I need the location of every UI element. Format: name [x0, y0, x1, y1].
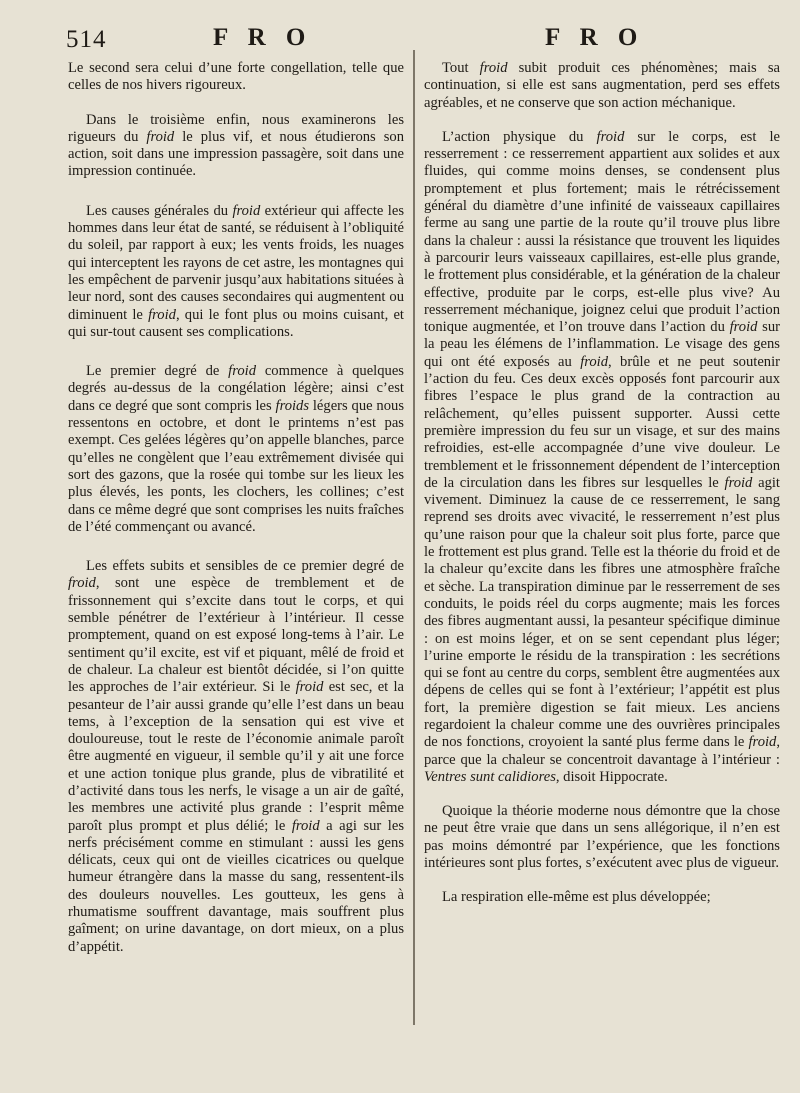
paragraph-text: légers que nous ressentons en octobre, et dont le printems n’est pas exempt. Ces gelées légères qu’on appelle blanches, parce qu’elles ne congèlent que l’eau extrêmement divisée qui sort des gazons, que la rosée qui tombe sur les lieux les plus élevés, les ponts, les clochers, les collines; c’est dans ce même degré que sont comprises les nuits fraîches de l’été commençant ou avancé. — [68, 397, 405, 535]
paragraph-text: La respiration elle-même est plus développée; — [442, 889, 711, 906]
paragraph-text: extérieur qui affecte les hommes dans leur état de santé, se réduisent à l’obliquité du soleil, par rapport à eux; les vents froids, les nuages qui interceptent les rayons de cet astre, les montagnes qui les empêchent de parvenir jusqu’aux habitations situées à leur nord, sont des causes secondaires qui augmentent ou diminuent le — [68, 202, 404, 323]
paragraph-text: , sont une espèce de tremblement et de frissonnement qui s’excite dans tout le corps, et qui semble pénétrer de l’extérieur à l’intérieur. Il cesse promptement, quand on est exposé long-tems à l’air. Le sentiment qu’il excite, est vif et piquant, mêlé de froid et de chaleur. La chaleur est bientôt décidée, si l’on quitte les approches de l’air extérieur. Si le — [68, 575, 404, 696]
page-number: 514 — [66, 26, 107, 53]
paragraph — [424, 129, 780, 786]
paragraph — [68, 60, 404, 95]
running-head-left: F R O — [213, 24, 313, 51]
italic-term: froid — [479, 60, 508, 76]
paragraph-text: , brûle et ne peut soutenir l’action du feu. Ces deux excès opposés font parcourir aux fibres l’espace le plus grand de la contraction au relâchement, qu’elles puissent supporter. Aussi cette première impression du feu sur un visage, et sur des mains refroidies, est-elle accompagnée d’une vive douleur. Le tremblement et le frissonnement dépendent de l’interception de la circulation dans les fibres sur lesquelles le — [424, 353, 781, 491]
paragraph-text: subit produit ces phénomènes; mais sa continuation, si elle est sans augmentation, perd ses effets agréables, et ne conserve que son action méchanique. — [424, 60, 780, 111]
paragraph-text: Les causes générales du — [86, 202, 233, 219]
paragraph-text: a agi sur les nerfs précisément comme en stimulant : aussi les gens délicats, ceux qui ont de vieilles cicatrices ou quelque humeur étrangère dans la masse du sang, ressentent-ils des douleurs nouvelles. Les goutteux, les gens à rhumatisme souffrent davantage, mais souffrent plus gaîment; on urine davantage, on dort mieux, on a plus d’appétit. — [68, 817, 404, 955]
italic-term: froid — [295, 679, 324, 696]
paragraph-text: Dans le troisième enfin, nous examinerons les rigueurs du — [68, 111, 404, 145]
paragraph — [68, 363, 404, 536]
paragraph-text: Les effets subits et sensibles de ce premier degré de — [86, 558, 404, 575]
paragraph-text: , qui le font plus ou moins cuisant, et qui sur-tout causent ses complications. — [68, 306, 404, 340]
paragraph — [424, 60, 780, 112]
italic-term: froid — [148, 306, 176, 323]
italic-term: froid — [596, 128, 625, 145]
paragraph-text: Tout — [442, 60, 480, 76]
italic-term: froid — [724, 474, 753, 491]
paragraph-text: est sec, et la pesanteur de l’air aussi grande qu’elle l’est dans un beau tems, à l’exception de la sensation qui est vive et douloureuse, tout le reste de l’économie animale paroît être augmenté en vigueur, il semble qu’il y ait une force et une action tonique plus grande, plus de vibratilité et d’activité dans tous les nerfs, le visage a un air de gaîté, les membres une activité plus grande : l’esprit même paroît plus prompt et plus délié; le — [68, 679, 405, 834]
latin-quotation: Ventres sunt calidiores — [424, 768, 556, 785]
italic-term: froid — [68, 575, 96, 592]
paragraph — [68, 558, 404, 956]
italic-term: froid — [580, 353, 609, 370]
italic-term: froid — [291, 817, 320, 834]
italic-term: froid — [729, 319, 758, 336]
paragraph — [424, 803, 780, 872]
paragraph-text: sur la peau les élémens de l’inflammation. Le visage des gens qui ont été exposés au — [424, 319, 780, 370]
italic-term: froid — [748, 734, 777, 751]
paragraph-text: L’action physique du — [442, 128, 597, 145]
column-divider — [413, 50, 415, 1025]
paragraph-text: Le second sera celui d’une forte congellation, telle que celles de nos hivers rigoureux. — [68, 60, 404, 94]
running-head-right: F R O — [545, 24, 645, 51]
paragraph — [424, 889, 780, 906]
paragraph — [68, 203, 404, 341]
right-column — [424, 60, 780, 907]
paragraph — [68, 112, 404, 181]
paragraph-text: commence à quelques degrés au-dessus de la congélation légère; ainsi c’est dans ce degré que sont compris les — [68, 363, 404, 414]
paragraph-text: agit vivement. Diminuez la cause de ce resserrement, le sang reprend ses droits avec vivacité, le resserrement n’est plus qu’une raison pour que la chaleur soit plus forte, parce que le frottement est plus grand. Telle est la théorie du froid et de la chaleur qu’excite dans les fibres une atmosphère fraîche et sèche. La transpiration diminue par le resserrement de ses conduits, le poids réel du corps augmente; mais les forces des fibres augmentant aussi, la pesanteur spécifique diminue : on est moins léger, et on se sent cependant plus léger; l’urine emporte le résidu de la transpiration : les secrétions qui se font au centre du corps, semblent être augmentées aux dépens de celles qui se font à l’extérieur; l’appétit est plus fort, la première digestion se fait mieux. Les anciens regardoient la chaleur comme une des ouvrières principales de nos fonctions, croyoient la santé plus ferme dans le — [424, 474, 780, 751]
left-column — [68, 60, 404, 956]
paragraph-text: Quoique la théorie moderne nous démontre que la chose ne peut être vraie que dans un sens allégorique, il n’en est pas moins démontré par l’expérience, que les fonctions intérieures sont plus fortes, s’exécutent avec plus de vigueur. — [424, 803, 780, 872]
paragraph-text: , parce que la chaleur se concentroit davantage à l’intérieur : — [424, 734, 780, 768]
paragraph-text: le plus vif, et nous étudierons son action, soit dans une impression passagère, soit dans une impression continuée. — [68, 128, 404, 180]
italic-term: froid — [146, 128, 175, 145]
paragraph-text: , disoit Hippocrate. — [555, 768, 668, 785]
paragraph-text: Le premier degré de — [86, 363, 229, 380]
italic-term: froid — [232, 202, 261, 219]
paragraph-text: sur le corps, est le resserrement : ce resserrement appartient aux solides et aux fluides, qui comme moins denses, se condensent plus promptement et plus fortement; mais le rétrécissement général du diamètre d’une infinité de vaisseaux capillaires ferme au sang une partie de la route qu’il trouve plus libre dans la chaleur : aussi la résistance que trouvent les liquides à parcourir leurs vaisseaux capillaires, est-elle plus grande, le frottement plus considérable, et la génération de la chaleur effective, produite par le corps, est-elle plus vive? Au resserrement méchanique, joignez celui que produit l’action tonique augmentée, et l’on trouve dans l’action du — [424, 128, 780, 336]
italic-term: froid — [228, 363, 257, 380]
italic-term: froids — [275, 397, 310, 414]
